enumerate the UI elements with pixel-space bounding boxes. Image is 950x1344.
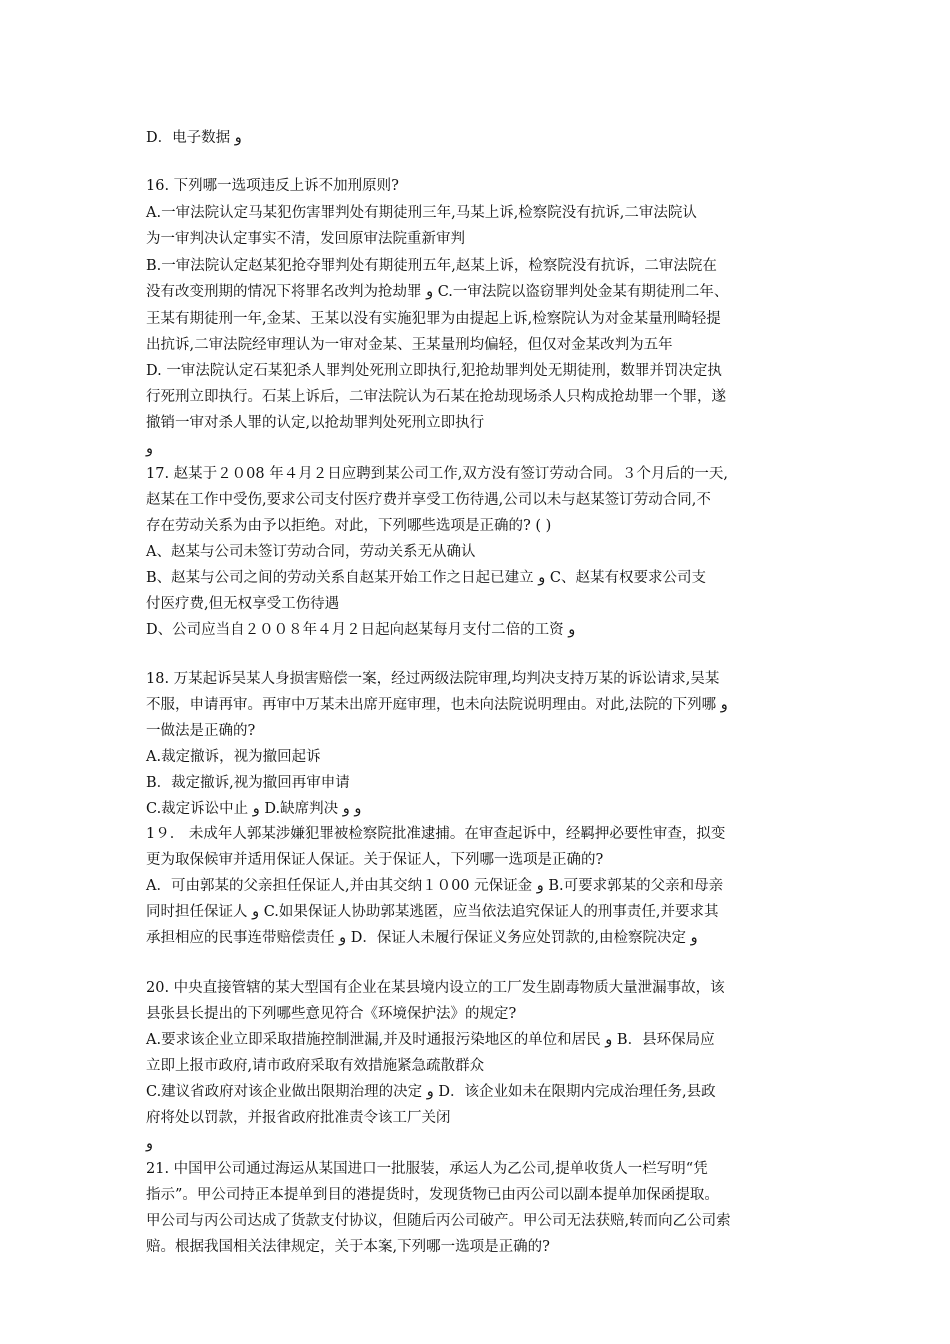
question-17: 17. 赵某于２０08 年４月２日应聘到某公司工作,双方没有签订劳动合同。３个月后的一天, [146,466,728,482]
q20-option-c-d: C.建议省政府对该企业做出限期治理的决定 و D．该企业如未在限期内完成治理任务,县政 [146,1084,716,1100]
question-16: 16. 下列哪一选项违反上诉不加刑原则? [146,178,399,194]
q16-option-d-cont2: 撤销一审对杀人罪的认定,以抢劫罪判处死刑立即执行 [146,415,485,431]
q20-option-a-b: A.要求该企业立即采取措施控制泄漏,并及时通报污染地区的单位和居民 و B．县环保局应 [146,1032,715,1048]
option-d-electronic-data: D．电子数据 و [146,130,242,146]
q17-option-a: A、赵某与公司未签订劳动合同，劳动关系无从确认 [146,544,476,560]
q17-cont: 赵某在工作中受伤,要求公司支付医疗费并享受工伤待遇,公司以未与赵某签订劳动合同,不 [146,492,711,508]
q18-option-b: B．裁定撤诉,视为撤回再审申请 [146,775,350,791]
q16-option-a: A.一审法院认定马某犯伤害罪判处有期徒刑三年,马某上诉,检察院没有抗诉,二审法院认 [146,205,697,221]
q16-option-b: B.一审法院认定赵某犯抢夺罪判处有期徒刑五年,赵某上诉，检察院没有抗诉，二审法院在 [146,258,717,274]
q16-option-a-cont: 为一审判决认定事实不清，发回原审法院重新审判 [146,231,465,247]
q19-option-c-d: 承担相应的民事连带赔偿责任 و D．保证人未履行保证义务应处罚款的,由检察院决定 و [146,930,698,946]
q19-option-a-b: A．可由郭某的父亲担任保证人,并由其交纳１０00 元保证金 و B.可要求郭某的父亲和母亲 [146,878,724,894]
stray-mark: و [146,441,154,457]
q16-option-d-cont: 行死刑立即执行。石某上诉后，二审法院认为石某在抢劫现场杀人只构成抢劫罪一个罪，遂 [146,389,726,405]
q17-option-d: D、公司应当自２００８年４月２日起向赵某每月支付二倍的工资 و [146,622,576,638]
q16-option-d: D. 一审法院认定石某犯杀人罪判处死刑立即执行,犯抢劫罪判处无期徒刑，数罪并罚决定执 [146,363,722,379]
q17-option-b-c: B、赵某与公司之间的劳动关系自赵某开始工作之日起已建立 و C、赵某有权要求公司支 [146,570,706,586]
q16-option-c-cont2: 出抗诉,二审法院经审理认为一审对金某、王某量刑均偏轻，但仅对金某改判为五年 [146,337,673,353]
q21-cont3: 赔。根据我国相关法律规定，关于本案,下列哪一选项是正确的? [146,1239,550,1255]
q16-option-c-cont: 王某有期徒刑一年,金某、王某以没有实施犯罪为由提起上诉,检察院认为对金某量刑畸轻提 [146,311,721,327]
q20-cont: 县张县长提出的下列哪些意见符合《环境保护法》的规定? [146,1006,517,1022]
q21-cont2: 甲公司与丙公司达成了货款支付协议，但随后丙公司破产。甲公司无法获赔,转而向乙公司索 [146,1213,731,1229]
q20-option-b-cont: 立即上报市政府,请市政府采取有效措施紧急疏散群众 [146,1058,485,1074]
q19-cont: 更为取保候审并适用保证人保证。关于保证人，下列哪一选项是正确的? [146,852,604,868]
q20-option-d-cont: 府将处以罚款，并报省政府批准责令该工厂关闭 [146,1110,451,1126]
q19-option-b-c: 同时担任保证人 و C.如果保证人协助郭某逃匿，应当依法追究保证人的刑事责任,并要求其 [146,904,719,920]
q18-option-c-d: C.裁定诉讼中止 و D.缺席判决 و و [146,801,362,817]
q17-option-c-cont: 付医疗费,但无权享受工伤待遇 [146,596,340,612]
question-21: 21. 中国甲公司通过海运从某国进口一批服装，承运人为乙公司,提单收货人一栏写明“凭 [146,1161,708,1177]
q18-cont: 不服，申请再审。再审中万某未出席开庭审理，也未向法院说明理由。对此,法院的下列哪 و [146,697,728,713]
question-20: 20. 中央直接管辖的某大型国有企业在某县境内设立的工厂发生剧毒物质大量泄漏事故，该 [146,980,725,996]
stray-mark-2: و [146,1136,154,1152]
q17-cont2: 存在劳动关系为由予以拒绝。对此，下列哪些选项是正确的? ( ) [146,518,552,534]
q18-option-a: A.裁定撤诉，视为撤回起诉 [146,749,321,765]
question-18: 18. 万某起诉吴某人身损害赔偿一案，经过两级法院审理,均判决支持万某的诉讼请求,吴某 [146,671,720,687]
q21-cont: 指示”。甲公司持正本提单到目的港提货时，发现货物已由丙公司以副本提单加保函提取。 [146,1187,719,1203]
q18-cont2: 一做法是正确的? [146,723,256,739]
question-19: 1９． 未成年人郭某涉嫌犯罪被检察院批准逮捕。在审查起诉中，经羁押必要性审查，拟变 [146,826,726,842]
q16-option-b-c: 没有改变刑期的情况下将罪名改判为抢劫罪 و C.一审法院以盗窃罪判处金某有期徒刑二年、 [146,284,729,300]
